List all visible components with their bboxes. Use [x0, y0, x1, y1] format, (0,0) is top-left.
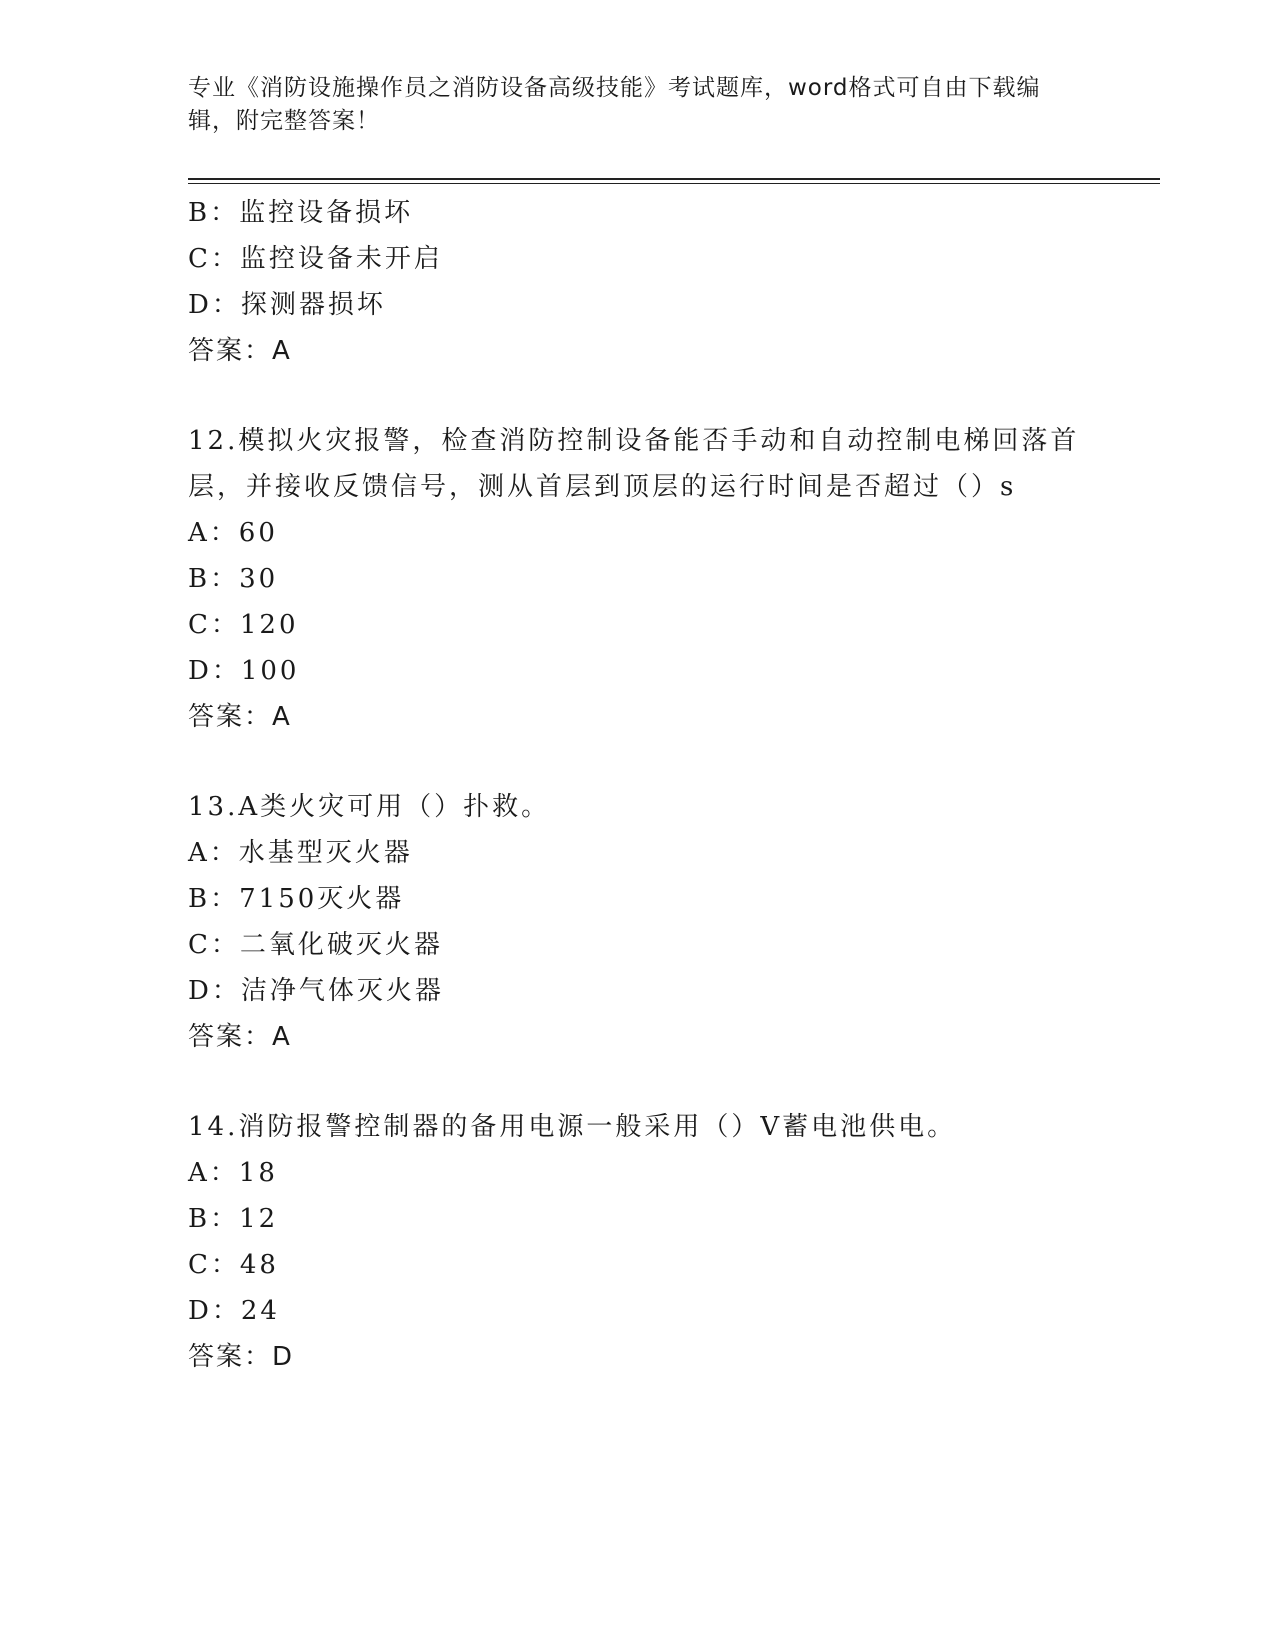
option-c: C：监控设备未开启	[188, 244, 443, 274]
question-block-13	[188, 784, 1088, 1060]
question-block-12	[188, 418, 1088, 740]
option-a: A：水基型灭火器	[188, 838, 413, 868]
header-line-2: 辑，附完整答案！	[188, 108, 380, 134]
document-header	[188, 72, 1088, 138]
option-d: D：探测器损坏	[188, 290, 386, 320]
option-b: B：7150灭火器	[188, 884, 405, 914]
question-stem-line: 14.消防报警控制器的备用电源一般采用（）V蓄电池供电。	[188, 1112, 957, 1142]
header-divider-thick	[188, 178, 1160, 180]
question-gap	[188, 1060, 1088, 1104]
question-block-14	[188, 1104, 1088, 1380]
option-c: C：120	[188, 610, 299, 640]
option-c: C：二氧化破灭火器	[188, 930, 443, 960]
option-d: D：洁净气体灭火器	[188, 976, 444, 1006]
answer-line: 答案：D	[188, 1342, 295, 1372]
option-a: A：18	[188, 1158, 278, 1188]
question-list	[188, 190, 1088, 1380]
question-stem-line: 13.A类火灾可用（）扑救。	[188, 792, 551, 822]
question-block-partial	[188, 190, 1088, 374]
answer-line: 答案：A	[188, 336, 292, 366]
question-gap	[188, 740, 1088, 784]
header-line-1: 专业《消防设施操作员之消防设备高级技能》考试题库，word格式可自由下载编	[188, 75, 1041, 101]
option-b: B：30	[188, 564, 279, 594]
question-stem-line: 层，并接收反馈信号，测从首层到顶层的运行时间是否超过（）s	[188, 472, 1017, 502]
option-d: D：24	[188, 1296, 280, 1326]
answer-line: 答案：A	[188, 702, 292, 732]
question-gap	[188, 374, 1088, 418]
answer-line: 答案：A	[188, 1022, 292, 1052]
option-b: B：12	[188, 1204, 279, 1234]
option-c: C：48	[188, 1250, 279, 1280]
option-b: B：监控设备损坏	[188, 198, 414, 228]
question-stem-line: 12.模拟火灾报警，检查消防控制设备能否手动和自动控制电梯回落首	[188, 426, 1080, 456]
header-divider-thin	[188, 183, 1160, 184]
option-d: D：100	[188, 656, 300, 686]
option-a: A：60	[188, 518, 278, 548]
